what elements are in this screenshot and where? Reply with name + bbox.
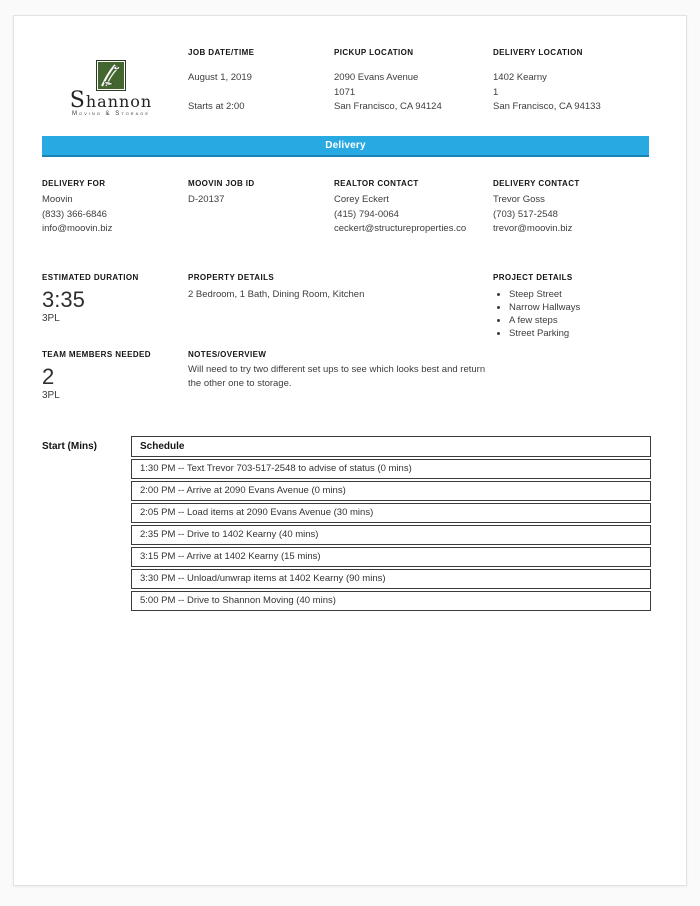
notes-block <box>188 350 662 402</box>
realtor-contact-label: REALTOR CONTACT <box>334 179 419 188</box>
estimated-duration-unit: 3PL <box>42 312 60 324</box>
shannon-logo <box>56 48 166 136</box>
project-details-block <box>493 273 662 340</box>
contact-line: Trevor Goss <box>493 194 545 205</box>
contacts-section <box>42 179 662 237</box>
job-sheet-page <box>13 15 687 886</box>
contact-line: (833) 366-6846 <box>42 208 107 220</box>
delivery-location-block <box>493 48 662 136</box>
schedule-rows <box>131 459 651 611</box>
job-id-block <box>188 179 334 237</box>
property-details-value: 2 Bedroom, 1 Bath, Dining Room, Kitchen <box>188 288 365 300</box>
job-start-time: Starts at 2:00 <box>188 101 245 112</box>
property-details-label: PROPERTY DETAILS <box>188 272 275 282</box>
logo-wordmark: Shannon <box>69 88 153 113</box>
schedule-row: 2:05 PM -- Load items at 2090 Evans Avenue (30 mins) <box>131 503 651 523</box>
estimated-duration-value: 3:35 <box>42 286 85 312</box>
delivery-contact-block <box>493 179 662 237</box>
job-date-time-block <box>188 48 334 136</box>
address-line: 2090 Evans Avenue <box>334 72 419 83</box>
pickup-location-label: PICKUP LOCATION <box>334 48 414 57</box>
project-detail-item: • Street Parking <box>509 327 662 340</box>
schedule-row: 2:35 PM -- Drive to 1402 Kearny (40 mins) <box>131 525 651 545</box>
project-detail-item: • Narrow Hallways <box>509 301 662 314</box>
delivery-banner-label: Delivery <box>325 140 366 151</box>
pickup-location-block <box>334 48 493 136</box>
delivery-contact-label: DELIVERY CONTACT <box>493 179 580 188</box>
schedule-row: 3:30 PM -- Unload/unwrap items at 1402 Kearny (90 mins) <box>131 569 651 589</box>
job-id-value: D-20137 <box>188 194 225 205</box>
address-line: 1071 <box>334 86 356 98</box>
address-line: San Francisco, CA 94124 <box>334 101 442 112</box>
team-members-label: TEAM MEMBERS NEEDED <box>42 349 151 359</box>
shannon-logo-image <box>96 60 126 91</box>
realtor-contact-lines <box>334 193 493 237</box>
delivery-for-lines <box>42 193 188 237</box>
logo-tagline: Moving & Storage <box>71 111 151 117</box>
property-details-block <box>188 273 493 340</box>
job-id-label: MOOVIN JOB ID <box>188 179 255 188</box>
notes-label: NOTES/OVERVIEW <box>188 349 267 359</box>
project-detail-item: • Steep Street <box>509 288 662 301</box>
contact-line: (703) 517-2548 <box>493 208 558 220</box>
delivery-address <box>493 71 662 115</box>
schedule-start-label: Start (Mins) <box>42 440 97 452</box>
project-details-label: PROJECT DETAILS <box>493 272 573 282</box>
schedule-row: 3:15 PM -- Arrive at 1402 Kearny (15 mins) <box>131 547 651 567</box>
contact-line: trevor@moovin.biz <box>493 223 573 234</box>
schedule-row: 5:00 PM -- Drive to Shannon Moving (40 mins) <box>131 591 651 611</box>
schedule-row: 1:30 PM -- Text Trevor 703-517-2548 to advise of status (0 mins) <box>131 459 651 479</box>
schedule-row: 2:00 PM -- Arrive at 2090 Evans Avenue (0 mins) <box>131 481 651 501</box>
realtor-contact-block <box>334 179 493 237</box>
estimated-duration-block <box>42 273 188 340</box>
project-details-list <box>509 288 662 340</box>
team-members-block <box>42 350 188 402</box>
delivery-for-label: DELIVERY FOR <box>42 179 106 188</box>
estimated-duration-label: ESTIMATED DURATION <box>42 272 139 282</box>
job-date: August 1, 2019 <box>188 72 252 83</box>
address-line: 1402 Kearny <box>493 72 547 83</box>
delivery-location-label: DELIVERY LOCATION <box>493 48 583 57</box>
contact-line: info@moovin.biz <box>42 223 113 234</box>
address-line: 1 <box>493 86 499 98</box>
details-section <box>42 273 662 340</box>
contact-line: Moovin <box>42 194 73 205</box>
address-line: San Francisco, CA 94133 <box>493 101 601 112</box>
contact-line: (415) 794-0064 <box>334 208 399 220</box>
job-date-time-label: JOB DATE/TIME <box>188 48 255 57</box>
project-detail-item: • A few steps <box>509 314 662 327</box>
schedule-table <box>131 436 651 611</box>
header-section <box>42 48 662 136</box>
contact-line: ceckert@structureproperties.co <box>334 223 467 234</box>
notes-text: Will need to try two different set ups to see which looks best and return the other one to storage. <box>188 363 486 389</box>
schedule-header: Schedule <box>131 436 651 457</box>
schedule-section <box>42 436 662 611</box>
delivery-contact-lines <box>493 193 662 237</box>
job-id-lines <box>188 193 334 208</box>
team-members-unit: 3PL <box>42 389 60 401</box>
team-members-value: 2 <box>42 363 55 389</box>
pickup-address <box>334 71 493 115</box>
delivery-for-block <box>42 179 188 237</box>
contact-line: Corey Eckert <box>334 194 389 205</box>
team-notes-section <box>42 350 662 402</box>
delivery-banner <box>42 136 649 157</box>
